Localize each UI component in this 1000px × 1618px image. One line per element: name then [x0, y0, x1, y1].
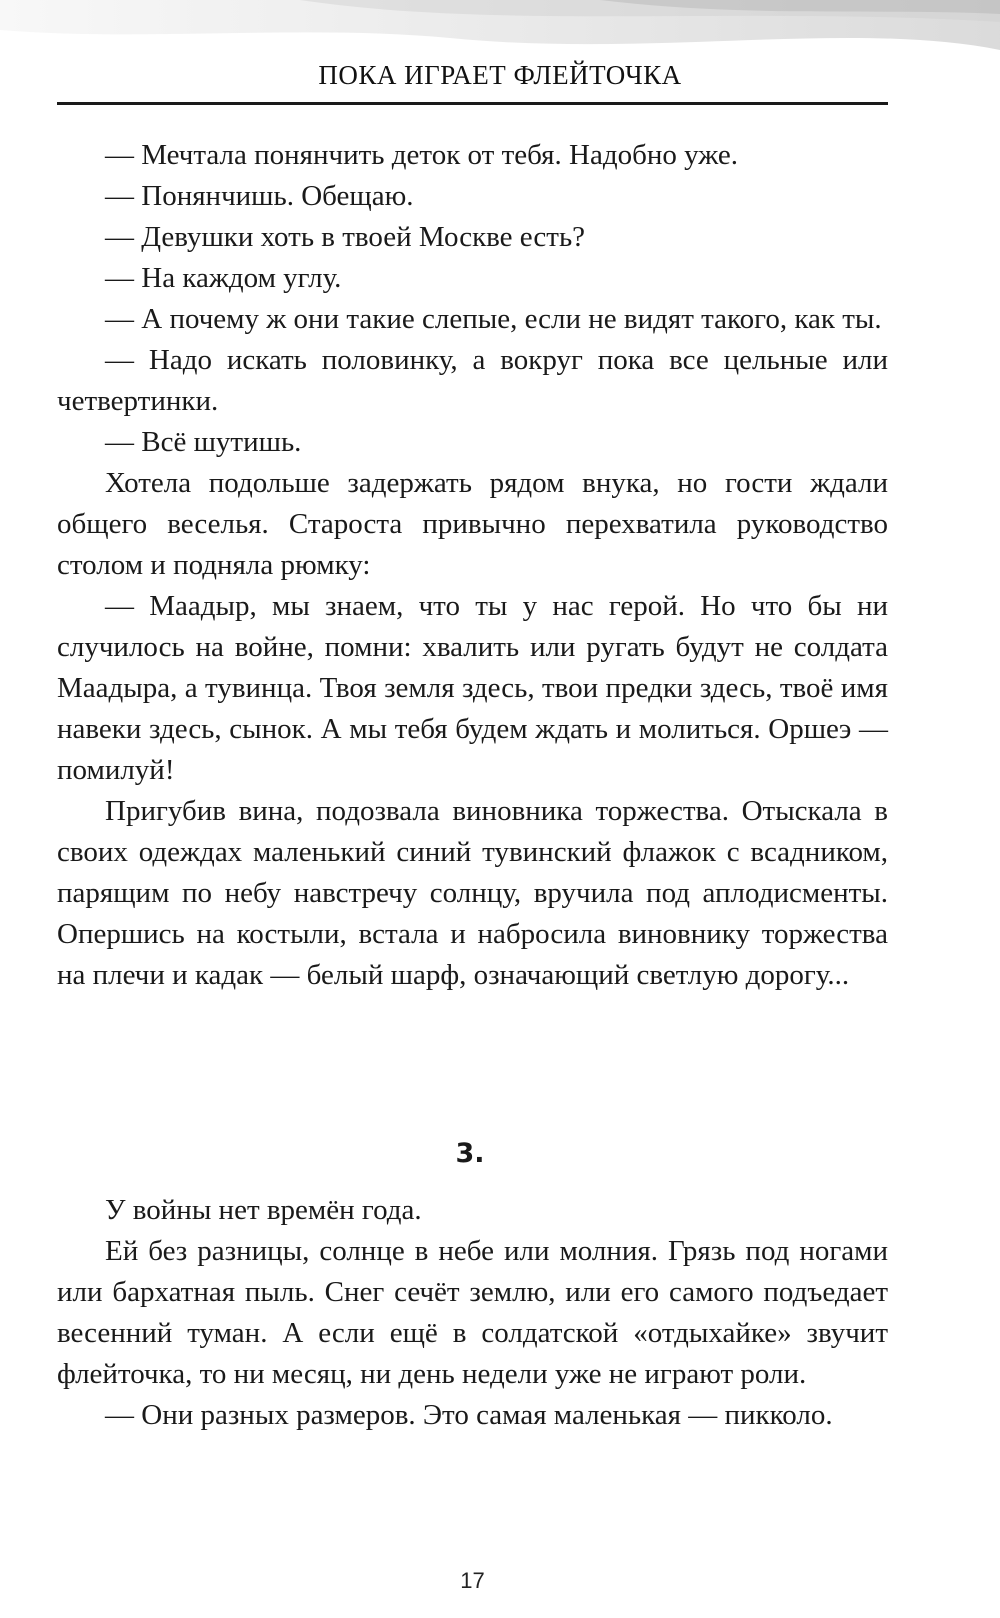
paragraph: Хотела подольше задержать рядом внука, но гости ждали общего веселья. Староста привычно перехватила руководство столом и подняла рюмку: — [57, 467, 888, 581]
paragraph: — На каждом углу. — [105, 262, 342, 294]
paragraph: — Девушки хоть в твоей Москве есть? — [105, 221, 586, 253]
section-1-text — [57, 135, 888, 996]
paragraph: — А почему ж они такие слепые, если не видят такого, как ты. — [105, 303, 882, 335]
paragraph: У войны нет времён года. — [105, 1194, 422, 1226]
header-rule — [57, 102, 888, 105]
paragraph: — Понянчишь. Обещаю. — [105, 180, 414, 212]
paragraph: — Надо искать половинку, а вокруг пока все цельные или четвертинки. — [57, 344, 888, 417]
section-2-text — [57, 1190, 888, 1436]
section-number: 3. — [455, 1138, 485, 1169]
page-number: 17 — [460, 1568, 485, 1593]
paragraph: — Мечтала понянчить деток от тебя. Надобно уже. — [105, 139, 738, 171]
paragraph: Ей без разницы, солнце в небе или молния. Грязь под ногами или бархатная пыль. Снег сечёт землю, или его самого подъедает весенний туман. А если ещё в солдатской «отдыхайке» звучит флейточка, то ни месяц, ни день недели уже не играют роли. — [57, 1235, 888, 1390]
header-wave-decoration — [0, 0, 1000, 60]
paragraph: — Они разных размеров. Это самая маленькая — пикколо. — [105, 1399, 833, 1431]
running-title: ПОКА ИГРАЕТ ФЛЕЙТОЧКА — [318, 60, 682, 90]
paragraph: — Маадыр, мы знаем, что ты у нас герой. Но что бы ни случилось на войне, помни: хвалить или ругать будут не солдата Маадыра, а тувинца. Твоя земля здесь, твои предки здесь, твоё имя навеки здесь, сынок. А мы тебя будем ждать и молиться. Оршеэ — помилуй! — [57, 590, 888, 786]
paragraph: — Всё шутишь. — [105, 426, 302, 458]
paragraph: Пригубив вина, подозвала виновника торжества. Отыскала в своих одеждах маленький синий тувинский флажок с всадником, парящим по небу навстречу солнцу, вручила под аплодисменты. Опершись на костыли, встала и набросила виновнику торжества на плечи и кадак — белый шарф, означающий светлую дорогу... — [57, 795, 888, 991]
